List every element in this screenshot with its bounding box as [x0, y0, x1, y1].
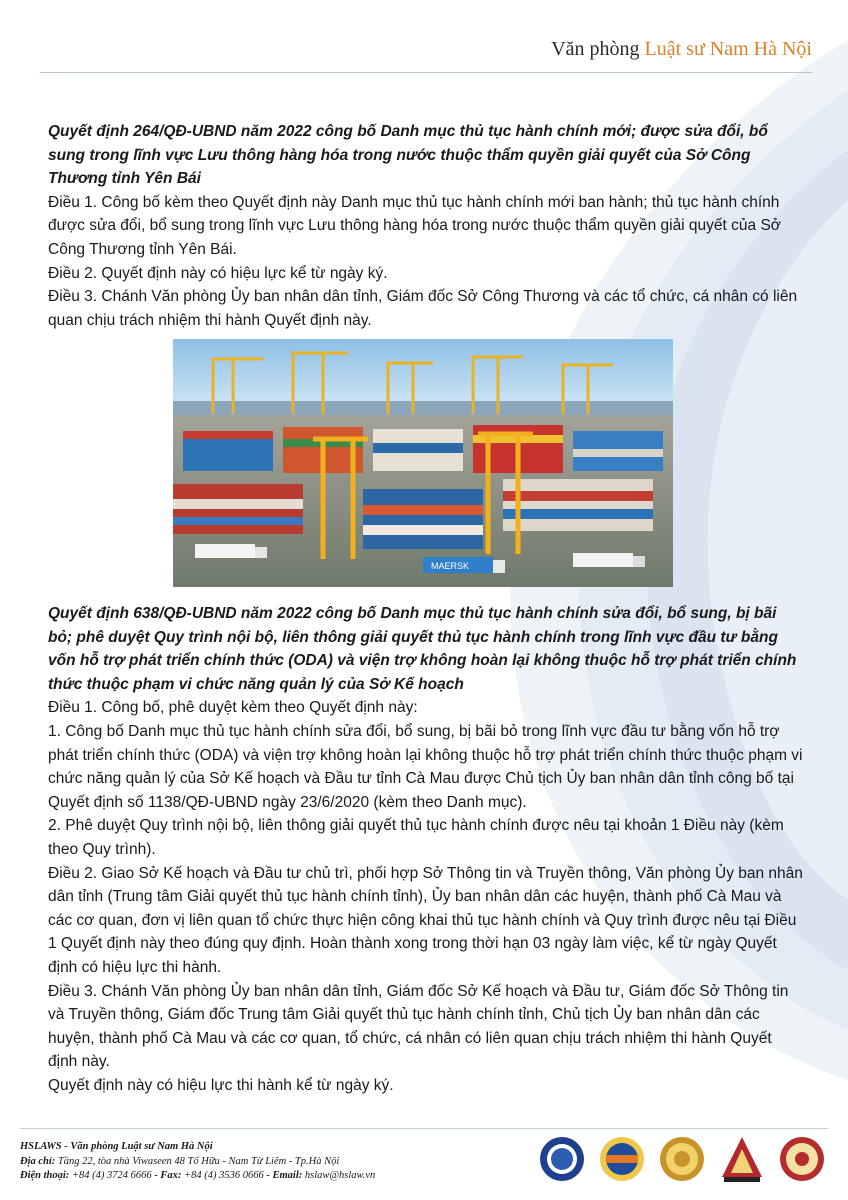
section-1-paragraph: Điều 1. Công bố kèm theo Quyết định này Danh mục thủ tục hành chính mới ban hành; thủ tục hành chính được sửa đổi, bổ sung trong lĩnh vực Lưu thông hàng hóa trong nước thuộc thẩm quyền giải quyết của Sở Công Thương tỉnh Yên Bái.	[48, 193, 781, 258]
section-2-paragraph: 1. Công bố Danh mục thủ tục hành chính sửa đổi, bổ sung, bị bãi bỏ trong lĩnh vực đầu tư bằng vốn hỗ trợ phát triển chính thức (ODA) và viện trợ không hoàn lại không thuộc hỗ trợ phát triển chính thức thuộc phạm vi chức năng quản lý của Sở Kế hoạch và Đầu tư tỉnh Cà Mau được Chủ tịch Ủy ban nhân dân tỉnh công bố tại Quyết định số 1138/QĐ-UBND ngày 23/6/2020 (kèm theo Danh mục).	[48, 722, 803, 811]
golden-award-badge	[658, 1133, 706, 1185]
header-divider	[40, 72, 812, 73]
star-award-badge	[718, 1133, 766, 1185]
section-2-heading: Quyết định 638/QĐ-UBND năm 2022 công bố Danh mục thủ tục hành chính sửa đổi, bổ sung, bị bãi bỏ; phê duyệt Quy trình nội bộ, liên thông giải quyết thủ tục hành chính trong lĩnh vực đầu tư bằng vốn hỗ trợ phát triển chính thức (ODA) và viện trợ không hoàn lại không thuộc hỗ trợ phát triển chính thức thuộc phạm vi chức năng quản lý của Sở Kế hoạch	[48, 605, 797, 693]
container-port-photo	[173, 339, 673, 587]
footer-email-link[interactable]: hslaw@hslaw.vn	[302, 1170, 376, 1181]
section-2-paragraph: Điều 2. Giao Sở Kế hoạch và Đầu tư chủ trì, phối hợp Sở Thông tin và Truyền thông, Văn phòng Ủy ban nhân dân tỉnh (Trung tâm Giải quyết thủ tục hành chính tỉnh), Ủy ban nhân dân các huyện, thành phố Cà Mau và các cơ quan, đơn vị liên quan tổ chức thực hiện công khai thủ tục hành chính và Quy trình được nêu tại Điều 1 Quyết định này theo đúng quy định. Hoàn thành xong trong thời hạn 03 ngày làm việc, kể từ ngày Quyết định có hiệu lực thi hành.	[48, 864, 803, 976]
header-title-accent: Luật sư Nam Hà Nội	[644, 38, 812, 60]
section-2-paragraph: Điều 1. Công bố, phê duyệt kèm theo Quyết định này:	[48, 699, 418, 717]
footer-divider	[20, 1128, 828, 1129]
section-1	[48, 120, 804, 332]
container-label: MAERSK	[431, 561, 470, 571]
footer-company: HSLAWS - Văn phòng Luật sư Nam Hà Nội	[20, 1141, 213, 1152]
award-badges	[538, 1133, 826, 1185]
section-1-paragraph: Điều 3. Chánh Văn phòng Ủy ban nhân dân tỉnh, Giám đốc Sở Công Thương và các tổ chức, cá nhân có liên quan chịu trách nhiệm thi hành Quyết định này.	[48, 288, 798, 329]
section-2-paragraph: Quyết định này có hiệu lực thi hành kể từ ngày ký.	[48, 1076, 394, 1094]
footer	[20, 1140, 375, 1184]
header-title: Văn phòng Luật sư Nam Hà Nội	[551, 38, 812, 60]
competition-award-badge	[598, 1133, 646, 1185]
section-2-paragraph: Điều 3. Chánh Văn phòng Ủy ban nhân dân tỉnh, Giám đốc Sở Kế hoạch và Đầu tư, Giám đốc Sở Thông tin và Truyền thông, Giám đốc Trung tâm Giải quyết thủ tục hành chính tỉnh, Chủ tịch Ủy ban nhân dân các huyện, thành phố Cà Mau và các cơ quan, tổ chức, cá nhân có liên quan chịu trách nhiệm thi hành Quyết định này.	[48, 982, 789, 1071]
footer-address: Địa chỉ: Tầng 22, tòa nhà Viwaseen 48 Tố Hữu - Nam Từ Liêm - Tp.Hà Nội	[20, 1155, 340, 1167]
recognition-seal-badge	[778, 1133, 826, 1185]
section-1-paragraph: Điều 2. Quyết định này có hiệu lực kể từ ngày ký.	[48, 264, 388, 282]
section-1-heading: Quyết định 264/QĐ-UBND năm 2022 công bố Danh mục thủ tục hành chính mới; được sửa đổi, bổ sung trong lĩnh vực Lưu thông hàng hóa trong nước thuộc thẩm quyền giải quyết của Sở Công Thương tỉnh Yên Bái	[48, 123, 768, 188]
section-2	[48, 602, 804, 1097]
iso-certified-badge	[538, 1133, 586, 1185]
section-2-paragraph: 2. Phê duyệt Quy trình nội bộ, liên thông giải quyết thủ tục hành chính được nêu tại khoản 1 Điều này (kèm theo Quy trình).	[48, 817, 784, 858]
footer-contact: Điện thoại: +84 (4) 3724 6666 - Fax: +84 (4) 3536 0666 - Email: hslaw@hslaw.vn	[20, 1170, 376, 1181]
